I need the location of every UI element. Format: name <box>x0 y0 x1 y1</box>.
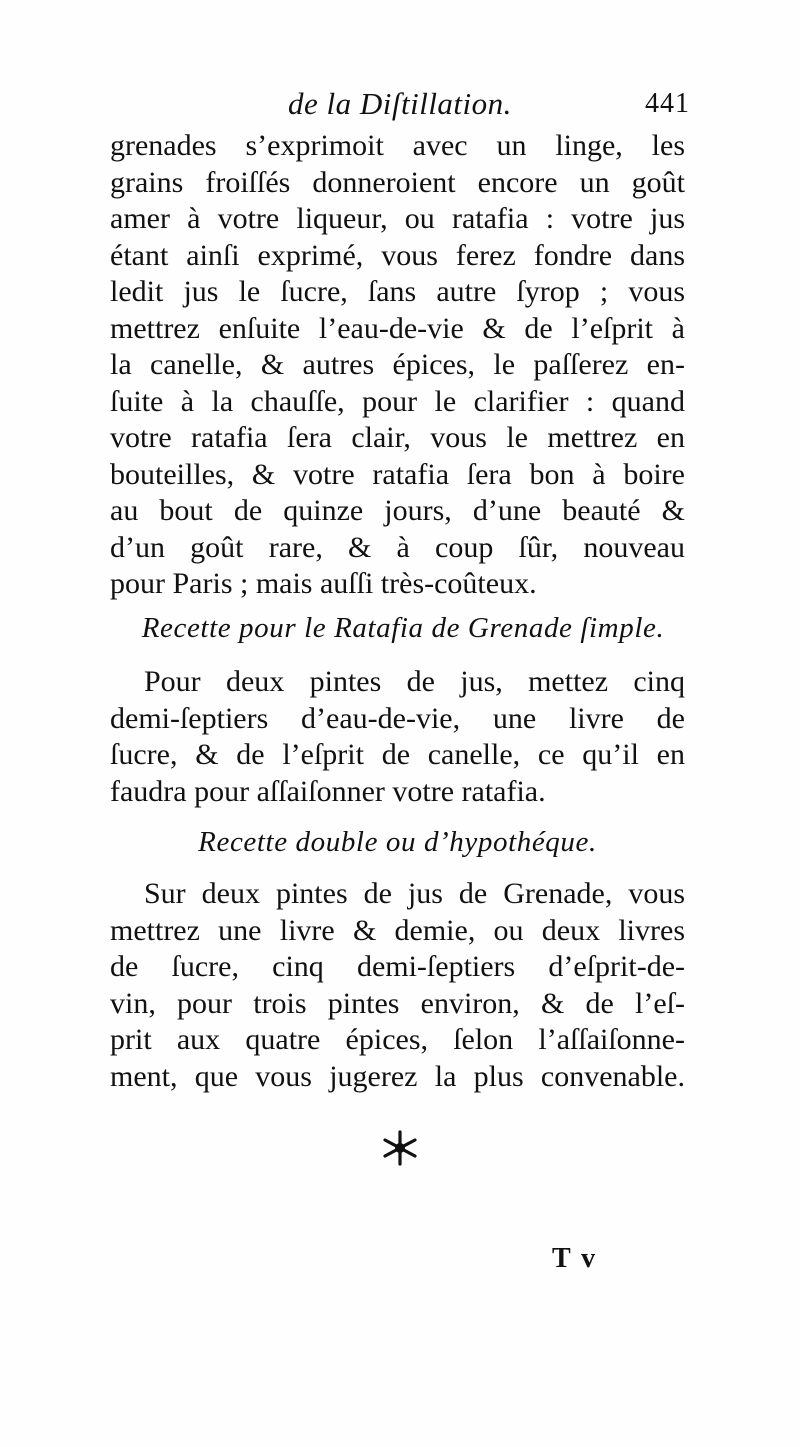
fleuron-icon <box>380 1128 420 1168</box>
text-line: mettrez enſuite l’eau-de-vie & de l’eſprit à <box>110 311 685 345</box>
text-line: grenades s’exprimoit avec un linge, les <box>110 129 685 162</box>
text-line: au bout de quinze jours, d’une beauté & <box>110 494 685 527</box>
text-line: ment, que vous jugerez la plus convenable. <box>110 1059 685 1093</box>
running-head <box>110 86 690 126</box>
recipe-heading-simple: Recette pour le Ratafia de Grenade ſimple. <box>141 612 665 644</box>
text-line: d’un goût rare, & à coup ſûr, nouveau <box>110 530 685 564</box>
text-line: faudra pour aſſaiſonner votre ratafia. <box>110 774 546 808</box>
text-line: ledit jus le ſucre, ſans autre ſyrop ; vous <box>110 275 685 308</box>
text-line: ſucre, & de l’eſprit de canelle, ce qu’il en <box>110 738 685 771</box>
text-line: mettrez une livre & demie, ou deux livres <box>110 913 685 947</box>
text-line: Pour deux pintes de jus, mettez cinq <box>144 665 685 698</box>
text-line: la canelle, & autres épices, le paſſerez en- <box>110 348 685 381</box>
paragraph-simple-recipe <box>110 664 685 810</box>
text-line: amer à votre liqueur, ou ratafia : votre jus <box>110 202 685 235</box>
text-line: vin, pour trois pintes environ, & de l’eſ- <box>110 986 685 1020</box>
catchword: T v <box>552 1243 598 1274</box>
text-line: pour Paris ; mais auſſi très-coûteux. <box>110 567 537 600</box>
recipe-heading-double: Recette double ou d’hypothéque. <box>198 826 597 858</box>
text-line: prit aux quatre épices, ſelon l’aſſaiſonne- <box>110 1023 685 1056</box>
text-line: de ſucre, cinq demi-ſeptiers d’eſprit-de- <box>110 950 685 983</box>
text-line: bouteilles, & votre ratafia ſera bon à boire <box>110 457 685 491</box>
paragraph-double-recipe <box>110 876 685 1095</box>
text-line: Sur deux pintes de jus de Grenade, vous <box>144 877 685 910</box>
page-number: 441 <box>645 88 690 119</box>
text-line: demi-ſeptiers d’eau-de-vie, une livre de <box>110 701 685 735</box>
paragraph-continued <box>110 128 685 603</box>
text-line: ſuite à la chauſſe, pour le clarifier : quand <box>110 384 685 418</box>
text-line: votre ratafia ſera clair, vous le mettrez en <box>110 421 685 454</box>
running-title: de la Diſtillation. <box>288 86 512 121</box>
text-line: grains froiſſés donneroient encore un goût <box>110 165 685 199</box>
text-line: étant ainſi exprimé, vous ferez fondre dans <box>110 238 685 272</box>
